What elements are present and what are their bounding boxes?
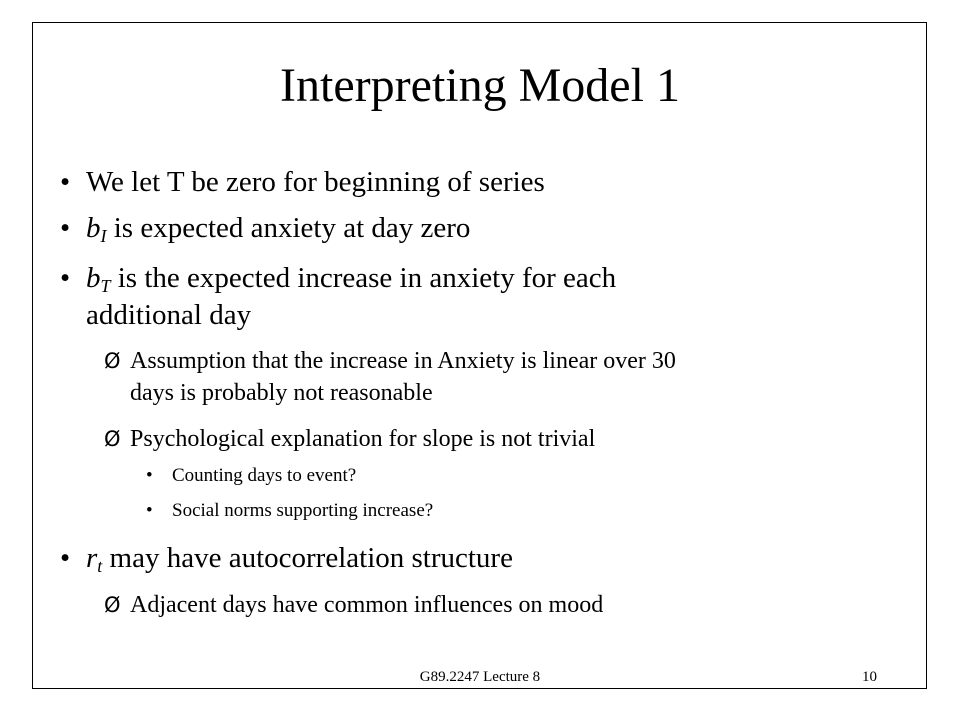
footer-course: G89.2247 Lecture 8: [419, 669, 541, 685]
page-number: 10: [862, 669, 877, 685]
sub-bullet-text: Assumption that the increase in Anxiety is linear over 30: [130, 348, 676, 374]
bullet-text-body: is expected anxiety at day zero: [106, 212, 471, 244]
bullet-text: [86, 211, 470, 245]
arrow-bullet-icon: Ø: [104, 427, 121, 451]
arrow-bullet-icon: Ø: [104, 593, 121, 617]
bullet-text: [86, 541, 513, 575]
sub-bullet-text-continuation: days is probably not reasonable: [130, 380, 433, 406]
arrow-bullet-icon: Ø: [104, 349, 121, 373]
bullet-text-continuation: additional day: [86, 299, 252, 331]
bullet-dot: •: [60, 262, 71, 294]
sub-sub-bullet-text: Social norms supporting increase?: [172, 500, 434, 521]
bullet-text-body: is the expected increase in anxiety for each: [110, 262, 617, 294]
variable: b: [86, 262, 101, 294]
sub-sub-bullet-text: Counting days to event?: [172, 465, 357, 486]
sub-bullet-text: Psychological explanation for slope is not trivial: [130, 426, 596, 452]
bullet-dot: •: [60, 542, 71, 574]
sub-bullet-text: Adjacent days have common influences on mood: [130, 592, 604, 618]
bullet-dot: •: [60, 166, 71, 198]
variable: r: [86, 542, 98, 574]
variable: b: [86, 212, 101, 244]
subscript: t: [97, 556, 103, 577]
bullet-dot: •: [146, 500, 153, 521]
slide-title: Interpreting Model 1: [280, 59, 680, 112]
bullet-dot: •: [146, 465, 153, 486]
bullet-text: [86, 261, 616, 295]
bullet-text-body: may have autocorrelation structure: [102, 542, 513, 574]
bullet-text: We let T be zero for beginning of series: [86, 166, 545, 198]
subscript: I: [100, 226, 107, 247]
bullet-dot: •: [60, 212, 71, 244]
subscript: T: [100, 276, 111, 297]
